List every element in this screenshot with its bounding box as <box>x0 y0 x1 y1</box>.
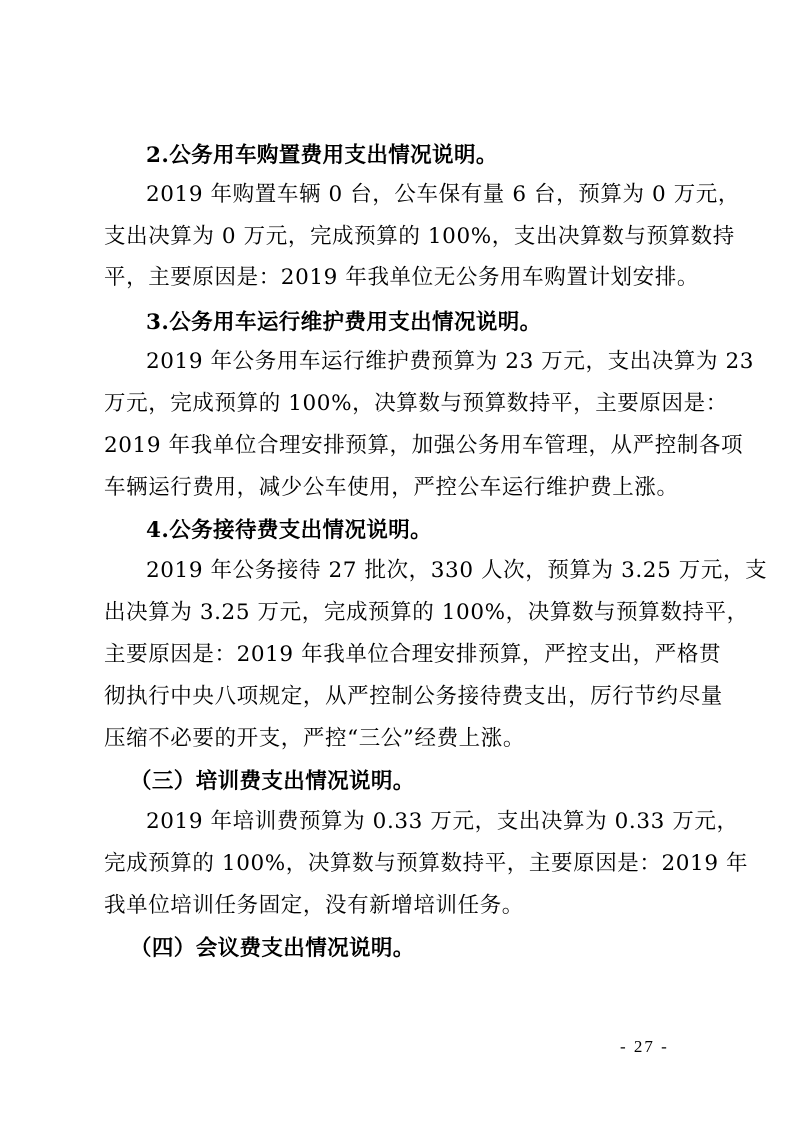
paragraph-line: 2019 年公务用车运行维护费预算为 23 万元，支出决算为 23 <box>146 349 755 374</box>
paragraph-line: 2019 年购置车辆 0 台，公车保有量 6 台，预算为 0 万元， <box>146 182 740 207</box>
section-heading-vehicle-maintenance: 3.公务用车运行维护费用支出情况说明。 <box>146 310 542 335</box>
paragraph-line: 主要原因是：2019 年我单位合理安排预算，严控支出，严格贯 <box>104 642 722 667</box>
section-heading-reception: 4.公务接待费支出情况说明。 <box>146 518 433 543</box>
paragraph-line: 2019 年公务接待 27 批次，330 人次，预算为 3.25 万元，支 <box>146 558 768 583</box>
paragraph-line: 压缩不必要的开支，严控“三公”经费上涨。 <box>104 726 525 751</box>
paragraph-line: 2019 年培训费预算为 0.33 万元，支出决算为 0.33 万元， <box>146 809 739 834</box>
paragraph-line: 彻执行中央八项规定，从严控制公务接待费支出，厉行节约尽量 <box>104 684 723 709</box>
section-heading-training: （三）培训费支出情况说明。 <box>130 769 415 794</box>
paragraph-line: 平，主要原因是：2019 年我单位无公务用车购置计划安排。 <box>104 265 699 290</box>
section-heading-vehicle-purchase: 2.公务用车购置费用支出情况说明。 <box>146 143 498 168</box>
paragraph-line: 支出决算为 0 万元，完成预算的 100%，支出决算数与预算数持 <box>104 224 735 249</box>
page-number: - 27 - <box>620 1037 669 1056</box>
paragraph-line: 车辆运行费用，减少公车使用，严控公车运行维护费上涨。 <box>104 475 679 500</box>
paragraph-line: 我单位培训任务固定，没有新增培训任务。 <box>104 893 524 918</box>
paragraph-line: 万元，完成预算的 100%，决算数与预算数持平，主要原因是： <box>104 391 728 416</box>
paragraph-line: 完成预算的 100%，决算数与预算数持平，主要原因是：2019 年 <box>104 851 749 876</box>
paragraph-line: 出决算为 3.25 万元，完成预算的 100%，决算数与预算数持平， <box>104 600 749 625</box>
section-heading-meetings: （四）会议费支出情况说明。 <box>130 936 415 961</box>
paragraph-line: 2019 年我单位合理安排预算，加强公务用车管理，从严控制各项 <box>104 433 744 458</box>
